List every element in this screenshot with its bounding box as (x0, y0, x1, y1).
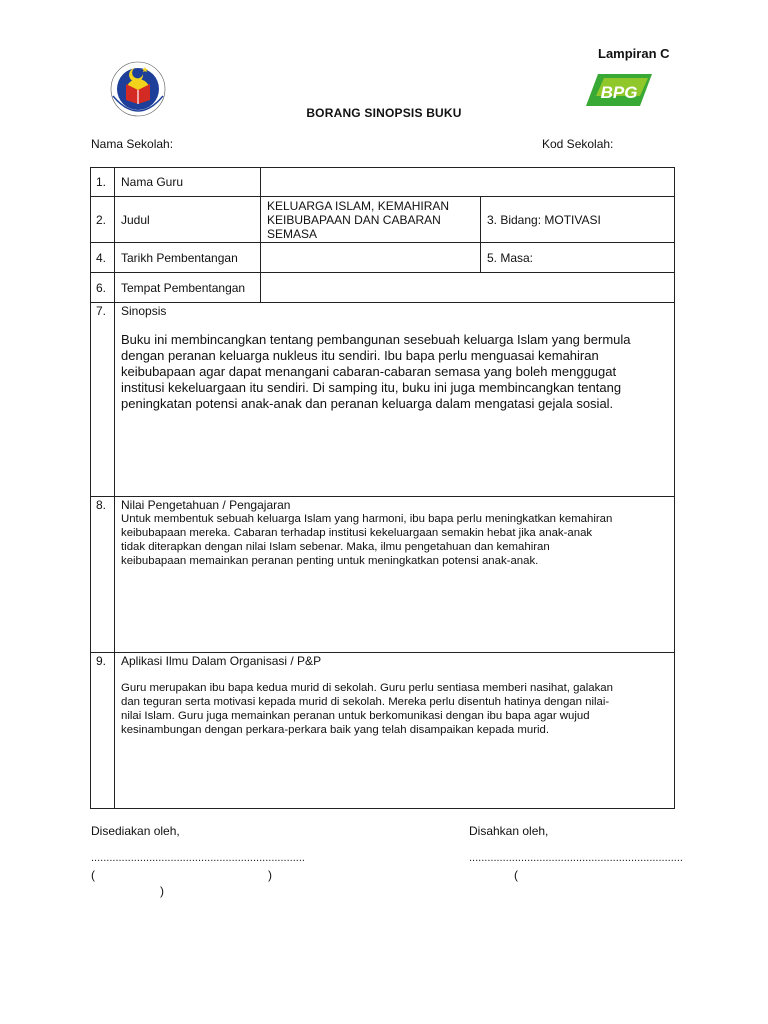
row-number: 8. (91, 497, 115, 653)
knowledge-value-text (121, 512, 668, 568)
table-row (91, 273, 675, 303)
table-row (91, 243, 675, 273)
approved-open-paren: ( (514, 868, 518, 882)
school-name-label: Nama Sekolah: (91, 137, 174, 151)
row-number: 9. (91, 653, 115, 809)
table-row (91, 197, 675, 243)
table-row (91, 497, 675, 653)
table-row (91, 168, 675, 197)
title-line: SEMASA (267, 226, 318, 241)
presentation-date-field[interactable] (261, 243, 481, 273)
synopsis-line: peningkatan potensi anak-anak dan peranan keluarga dalam mengatasi gejala sosial. (121, 396, 614, 411)
teacher-name-field[interactable] (261, 168, 675, 197)
application-line: dan teguran serta motivasi kepada murid di sekolah. Mereka perlu disentuh hatinya dengan nilai- (121, 696, 610, 708)
synopsis-text (121, 332, 668, 412)
synopsis-line: dengan peranan keluarga nukleus itu sendiri. Ibu bapa perlu menguasai kemahiran (121, 348, 599, 363)
application-field[interactable] (115, 653, 675, 809)
knowledge-line: keibubapaan mereka. Cabaran terhadap institusi kekeluargaan semakin hebat jika anak-anak (121, 527, 593, 539)
prepared-close-paren: ) (268, 868, 272, 882)
title-label: Judul (115, 197, 261, 243)
bpg-logo-text: BPG (600, 83, 638, 102)
title-field[interactable] (261, 197, 481, 243)
table-row (91, 653, 675, 809)
annex-label: Lampiran C (598, 46, 670, 61)
title-line: KEIBUBAPAAN DAN CABARAN (267, 212, 441, 227)
approved-signature-line[interactable]: ...................................................................... (469, 852, 683, 864)
school-code-label: Kod Sekolah: (542, 137, 614, 151)
table-row (91, 303, 675, 497)
row-number: 7. (91, 303, 115, 497)
synopsis-form-table (90, 167, 675, 809)
title-line: KELUARGA ISLAM, KEMAHIRAN (267, 198, 450, 213)
row-number: 6. (91, 273, 115, 303)
application-line: Guru merupakan ibu bapa kedua murid di sekolah. Guru perlu sentiasa memberi nasihat, galakan (121, 682, 613, 694)
knowledge-value-label: Nilai Pengetahuan / Pengajaran (121, 498, 291, 512)
presentation-place-field[interactable] (261, 273, 675, 303)
row-number: 1. (91, 168, 115, 197)
row-number: 2. (91, 197, 115, 243)
presentation-place-label: Tempat Pembentangan (115, 273, 261, 303)
row-number: 4. (91, 243, 115, 273)
knowledge-line: keibubapaan memainkan peranan penting untuk meningkatkan potensi anak-anak. (121, 555, 539, 567)
time-field[interactable]: 5. Masa: (481, 243, 675, 273)
application-line: nilai Islam. Guru juga memainkan peranan untuk berkomunikasi dengan ibu bapa agar wujud (121, 710, 590, 722)
bpg-logo (584, 72, 654, 108)
synopsis-label: Sinopsis (121, 304, 167, 318)
prepared-close-paren-2: ) (160, 884, 164, 898)
application-text (121, 681, 668, 737)
knowledge-line: Untuk membentuk sebuah keluarga Islam yang harmoni, ibu bapa perlu meningkatkan kemahiran (121, 513, 613, 525)
approved-by-label: Disahkan oleh, (469, 824, 549, 838)
knowledge-line: tidak diterapkan dengan nilai Islam sebenar. Maka, ilmu pengetahuan dan kemahiran (121, 541, 550, 553)
prepared-open-paren: ( (91, 868, 95, 882)
synopsis-line: institusi kekeluargaan itu sendiri. Di samping itu, buku ini juga membincangkan tentang (121, 380, 622, 395)
knowledge-value-field[interactable] (115, 497, 675, 653)
prepared-signature-line[interactable]: ...................................................................... (91, 852, 305, 864)
field-field[interactable]: 3. Bidang: MOTIVASI (481, 197, 675, 243)
application-line: kesinambungan dengan perkara-perkara baik yang telah disampaikan kepada murid. (121, 724, 550, 736)
presentation-date-label: Tarikh Pembentangan (115, 243, 261, 273)
teacher-name-label: Nama Guru (115, 168, 261, 197)
form-title: BORANG SINOPSIS BUKU (306, 106, 462, 120)
application-label: Aplikasi Ilmu Dalam Organisasi / P&P (121, 654, 322, 668)
prepared-by-label: Disediakan oleh, (91, 824, 180, 838)
synopsis-line: keibubapaan agar dapat menangani cabaran-cabaran semasa yang boleh menggugat (121, 364, 617, 379)
synopsis-field[interactable] (115, 303, 675, 497)
synopsis-line: Buku ini membincangkan tentang pembangunan sesebuah keluarga Islam yang bermula (121, 332, 631, 347)
